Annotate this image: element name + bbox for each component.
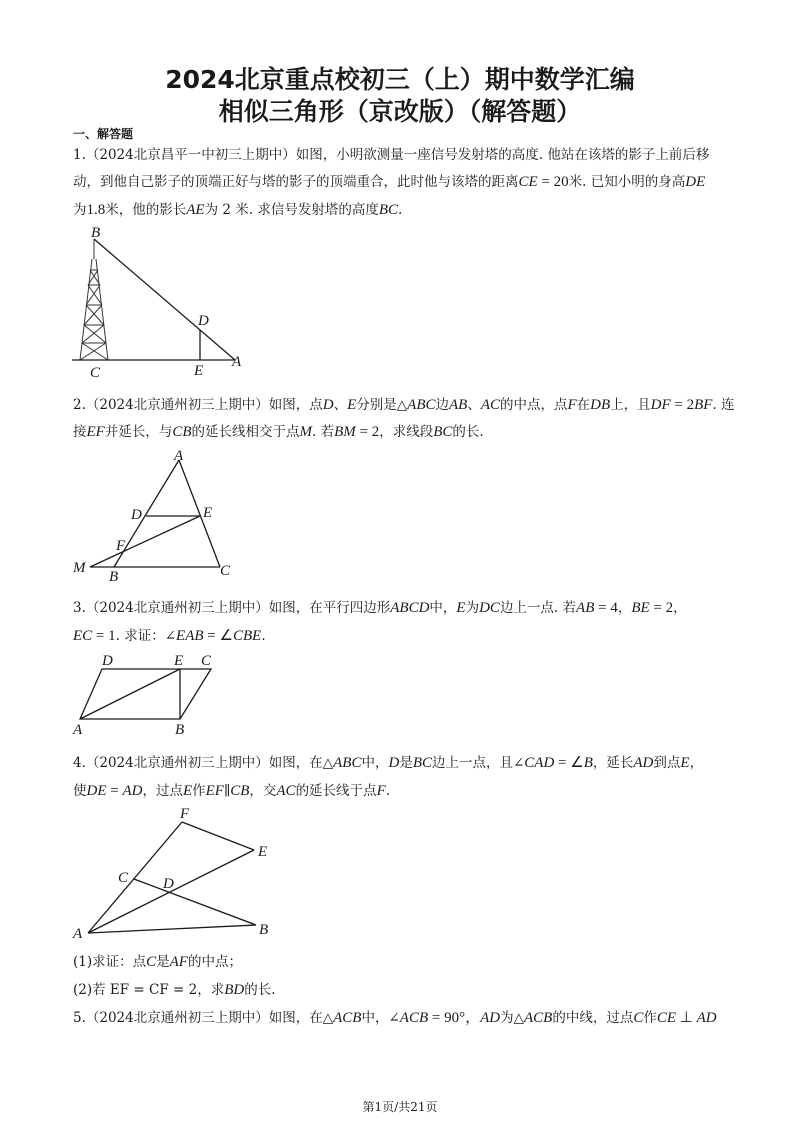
q2-diagram <box>72 445 242 585</box>
page-footer: 第1页/共21页 <box>362 1100 438 1114</box>
page-title-line1: 2024北京重点校初三（上）期中数学汇编 <box>165 65 635 94</box>
q4-diagram <box>72 802 282 942</box>
q2-label-E: E <box>203 505 213 521</box>
q2-label-M: M <box>73 560 86 576</box>
q4-label-D: D <box>163 876 174 892</box>
q1-label-C: C <box>90 365 101 381</box>
q4-label-B: B <box>259 922 269 938</box>
q4-label-F: F <box>180 806 190 822</box>
q1-diagram <box>72 225 252 380</box>
q4-label-E: E <box>258 844 268 860</box>
q2-label-B: B <box>109 569 119 585</box>
q2-line2: 接EF并延长，与CB的延长线相交于点M. 若BM = 2，求线段BC的长. <box>73 424 484 440</box>
q1-label-A: A <box>232 354 242 370</box>
q1-line2: 动，到他自己影子的顶端正好与塔的影子的顶端重合，此时他与该塔的距离CE = 20米. 已知小明的身高DE <box>73 174 706 190</box>
q4-part1: (1)求证：点C是AF的中点； <box>73 954 242 970</box>
page-title-line2: 相似三角形（京改版）（解答题） <box>218 97 582 126</box>
section-heading: 一、解答题 <box>73 127 134 141</box>
q3-label-E: E <box>174 653 184 669</box>
signal-tower-icon <box>75 239 113 360</box>
q4-part2: (2)若 EF = CF = 2，求BD的长. <box>73 982 276 998</box>
q3-label-D: D <box>102 653 113 669</box>
q1-label-D: D <box>198 313 209 329</box>
q1-line1: 1.（2024北京昌平一中初三上期中）如图，小明欲测量一座信号发射塔的高度. 他站在该塔的影子上前后移 <box>73 147 710 163</box>
q2-label-F: F <box>116 538 126 554</box>
q3-diagram <box>72 650 232 740</box>
q2-line1: 2.（2024北京通州初三上期中）如图，点D、E分别是△ABC边AB、AC的中点，点F在DB上，且DF = 2BF. 连 <box>73 397 735 413</box>
q5-line1: 5.（2024北京通州初三上期中）如图，在△ACB中，∠ACB = 90°，AD为△ACB的中线，过点C作CE ⊥ AD <box>73 1010 717 1026</box>
q1-line3: 为1.8米，他的影长AE为 2 米. 求信号发射塔的高度BC. <box>73 202 403 218</box>
q3-label-A: A <box>73 722 83 738</box>
q4-label-A: A <box>73 926 83 942</box>
q2-label-A: A <box>174 448 184 464</box>
q2-label-D: D <box>131 507 142 523</box>
q3-line1: 3.（2024北京通州初三上期中）如图，在平行四边形ABCD中，E为DC边上一点. 若AB = 4，BE = 2， <box>73 600 687 616</box>
q2-label-C: C <box>220 563 231 579</box>
q4-label-C: C <box>118 870 129 886</box>
q3-label-B: B <box>175 722 185 738</box>
q1-label-B: B <box>91 225 101 241</box>
q3-label-C: C <box>201 653 212 669</box>
q4-line1: 4.（2024北京通州初三上期中）如图，在△ABC中，D是BC边上一点，且∠CAD = ∠B，延长AD到点E， <box>73 755 704 771</box>
q1-label-E: E <box>194 363 204 379</box>
q4-line2: 使DE = AD，过点E作EF∥CB，交AC的延长线于点F. <box>73 783 391 799</box>
q3-line2: EC = 1. 求证：∠EAB = ∠CBE. <box>73 628 266 644</box>
